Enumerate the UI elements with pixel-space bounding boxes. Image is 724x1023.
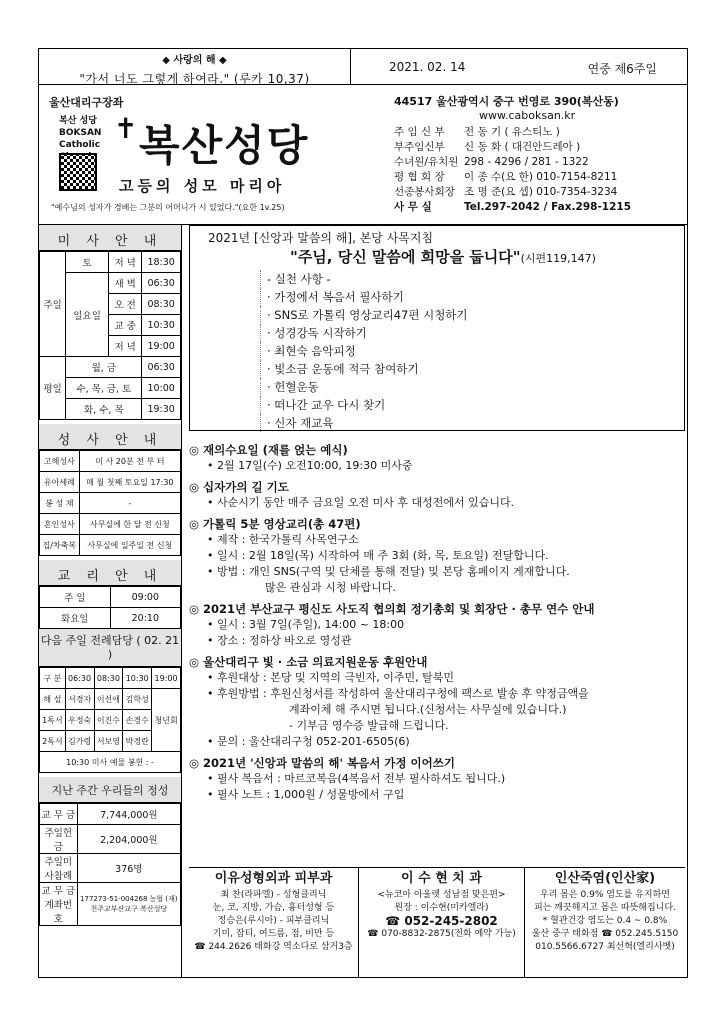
news-title: ◎ 2021년 부산교구 평신도 사도직 협의회 정기총회 및 회장단 · 총무 연수 안내 (189, 602, 595, 616)
church-title: 복산성당 (139, 121, 310, 170)
news-line: • 후원대상 : 본당 및 지역의 극빈자, 이주민, 탈북민 (207, 671, 455, 684)
ad-salt: 인산죽염(인산家) 우리 몸은 0.9% 염도를 유지하면 피는 깨끗해지고 몸은 따뜻해집니다. * 혈관건강 염도는 0.4 ~ 0.8% 울산 중구 태화점 ☎ 052.245.5150 010.5566.6727 최선혁(엘리사벳) (531, 871, 679, 952)
mass-schedule-title: 미 사 안 내 (39, 225, 181, 251)
finance-title: 지난 주간 우리들의 정성 (39, 777, 181, 803)
staff-row: 사 무 실 Tel.297-2042 / Fax.298-1215 (394, 201, 632, 213)
duty-table: 구 분 06:30 08:30 10:30 19:00 해 설 서경자 이선애 김학성 청년회 1독서 우정숙 이진수 손경수 2독서 김가령 서보영 박경란 10:30 미사 예물 봉헌 : - (39, 667, 181, 773)
staff-row: 부주임신부 신 동 화 ( 대건안드레아 ) (394, 141, 581, 153)
policy-item: · SNS로 가톨릭 영상교리47편 시청하기 (260, 306, 468, 324)
news-line: • 후원방법 : 후원신청서를 작성하여 울산대리구청에 팩스로 발송 후 약정금액을 (207, 687, 589, 700)
sacrament-title: 성 사 안 내 (39, 424, 181, 450)
news-line: • 방법 : 개인 SNS(구역 및 단체를 통해 전달) 및 본당 홈페이지 게재합니다. (207, 565, 570, 578)
finance-table: 교 무 금 7,744,000원 주일헌금 2,204,000원 주일미사참례 376명 교 무 금 계좌번호 177273-51-004268 농협 (재)천주교부산교구 복산성당 (39, 803, 181, 926)
policy-title: 2021년 [신앙과 말씀의 해], 본당 사목지침 (208, 231, 434, 245)
policy-item: · 성경강독 시작하기 (260, 324, 468, 342)
church-logo: 복산 성당 BOKSAN Catholic (59, 116, 102, 150)
news-list (189, 437, 685, 803)
news-line: • 일시 : 3월 7일(주일), 14:00 ~ 18:00 (207, 618, 405, 631)
address: 44517 울산광역시 중구 번영로 390(복산동) (394, 95, 619, 108)
news-title: ◎ 십자가의 길 기도 (189, 480, 289, 494)
news-title: ◎ 2021년 '신앙과 말씀의 해' 복음서 가정 이어쓰기 (189, 756, 455, 770)
news-line: • 2월 17일(수) 오전10:00, 19:30 미사중 (207, 459, 413, 472)
duty-title: 다음 주일 전례담당 ( 02. 21 ) (39, 629, 181, 667)
news-line: • 문의 : 울산대리구청 052-201-6505(6) (207, 735, 410, 748)
staff-row: 주 임 신 부 전 동 기 ( 유스티노 ) (394, 126, 560, 138)
news-title: ◎ 가톨릭 5분 영상교리(총 47편) (189, 517, 361, 531)
mass-schedule-table: 주일 토 저 녁 18:30 일요일 새 벽 06:30 오 전 08:30 교 중 10:30 저 녁 19:00 평일 월, 금 06:30 수, 목, 금, 토 10:00 화, 수, 목 19:30 (39, 251, 181, 420)
policy-item: · 빛소금 운동에 적극 참여하기 (260, 360, 468, 378)
diocese-label: 울산대리구장좌 (49, 96, 124, 109)
cross-icon: ✝ (114, 112, 138, 145)
policy-item: · 신자 재교육 (260, 414, 468, 432)
news-title: ◎ 재의수요일 (재를 얹는 예식) (189, 443, 348, 457)
policy-list (260, 270, 468, 432)
issue-date: 2021. 02. 14 (389, 60, 466, 74)
liturgical-week: 연중 제6주일 (587, 62, 657, 76)
bulletin-frame (38, 48, 688, 978)
news-line: - 기부금 영수증 발급해 드립니다. (289, 719, 449, 732)
news-line: • 필사 노트 : 1,000원 / 성물방에서 구입 (207, 788, 405, 801)
staff-row: 선종봉사회장 조 명 준(요 셉) 010-7354-3234 (394, 186, 618, 198)
motto: "예수님의 성자가 경배는 그분의 어머니가 시 있었다."(요한 1v.25) (51, 203, 285, 212)
website-link[interactable]: www.caboksan.kr (479, 109, 576, 122)
news-title: ◎ 울산대리구 빛 · 소금 의료지원운동 후원안내 (189, 655, 428, 669)
staff-row: 수녀원/유치원 298 - 4296 / 281 - 1322 (394, 156, 589, 168)
header-quote-box (39, 49, 351, 84)
qr-code-icon[interactable] (59, 153, 97, 191)
news-line: • 일시 : 2월 18일(목) 시작하여 매 주 3회 (화, 목, 토요일) 전달합니다. (207, 549, 549, 562)
policy-motto: "주님, 당신 말씀에 희망을 둡니다"(시편119,147) (290, 248, 596, 266)
staff-row: 평 협 회 장 이 종 수(요 한) 010-7154-8211 (394, 171, 618, 183)
policy-item: · 떠나간 교우 다시 찾기 (260, 396, 468, 414)
doctrine-title: 교 리 안 내 (39, 560, 181, 586)
masthead (39, 85, 687, 225)
header-strip (39, 49, 687, 85)
policy-item: - 실천 사항 - (260, 270, 468, 288)
patron-name: 고등의 성모 마리아 (119, 177, 286, 195)
header-quote: "가서 너도 그렇게 하여라." (루카 10,37) (79, 72, 310, 86)
ads-row (189, 867, 685, 977)
doctrine-table: 주 일 09:00 화요일 20:10 (39, 586, 181, 629)
news-line: • 사순시기 동안 매주 금요일 오전 미사 후 대성전에서 있습니다. (207, 496, 515, 509)
policy-item: · 헌혈운동 (260, 378, 468, 396)
staff-list (394, 125, 684, 215)
left-column (39, 225, 182, 977)
pastoral-policy-box (189, 225, 685, 431)
ad-dental: 이 수 현 치 과 <뉴코아 아울렛 성남점 맞은편> 원장 : 이수현(미카엘라) ☎ 052-245-2802 ☎ 070-8832-2875(전화 예약 가능) (359, 868, 525, 977)
ad-clinic: 이유성형외과 피부과 최 찬(라파엘) - 성형클리닉 눈, 코, 지방, 가슴, 흉터성형 등 정승은(루시아) - 피부클리닉 기미, 잡티, 여드름, 점, 비만 등 ☎ 244.2626 태화강 역소다로 삼거3층 (189, 868, 359, 977)
policy-item: · 최현숙 음악피정 (260, 342, 468, 360)
news-line: • 필사 복음서 : 마르코복음(4복음서 전부 필사하셔도 됩니다.) (207, 772, 506, 785)
sacrament-table: 고해성사 미 사 20분 전 부 터 유아세례 매 월 첫째 토요일 17:30 봉 성 체 - 혼인성사 사무실에 한 달 전 신청 집/차축복 사무실에 일주일 전 신청 (39, 450, 181, 556)
policy-item: · 가정에서 복음서 필사하기 (260, 288, 468, 306)
year-label: ◆ 사랑의 해 ◆ (162, 55, 227, 66)
news-line: 계좌이체 해 주시면 됩니다.(신청서는 사무실에 있습니다.) (289, 703, 567, 716)
news-line: • 장소 : 정하상 바오로 영성관 (207, 634, 352, 647)
news-line: • 제작 : 한국가톨릭 사목연구소 (207, 533, 359, 546)
news-line: 많은 관심과 시청 바랍니다. (265, 581, 396, 594)
